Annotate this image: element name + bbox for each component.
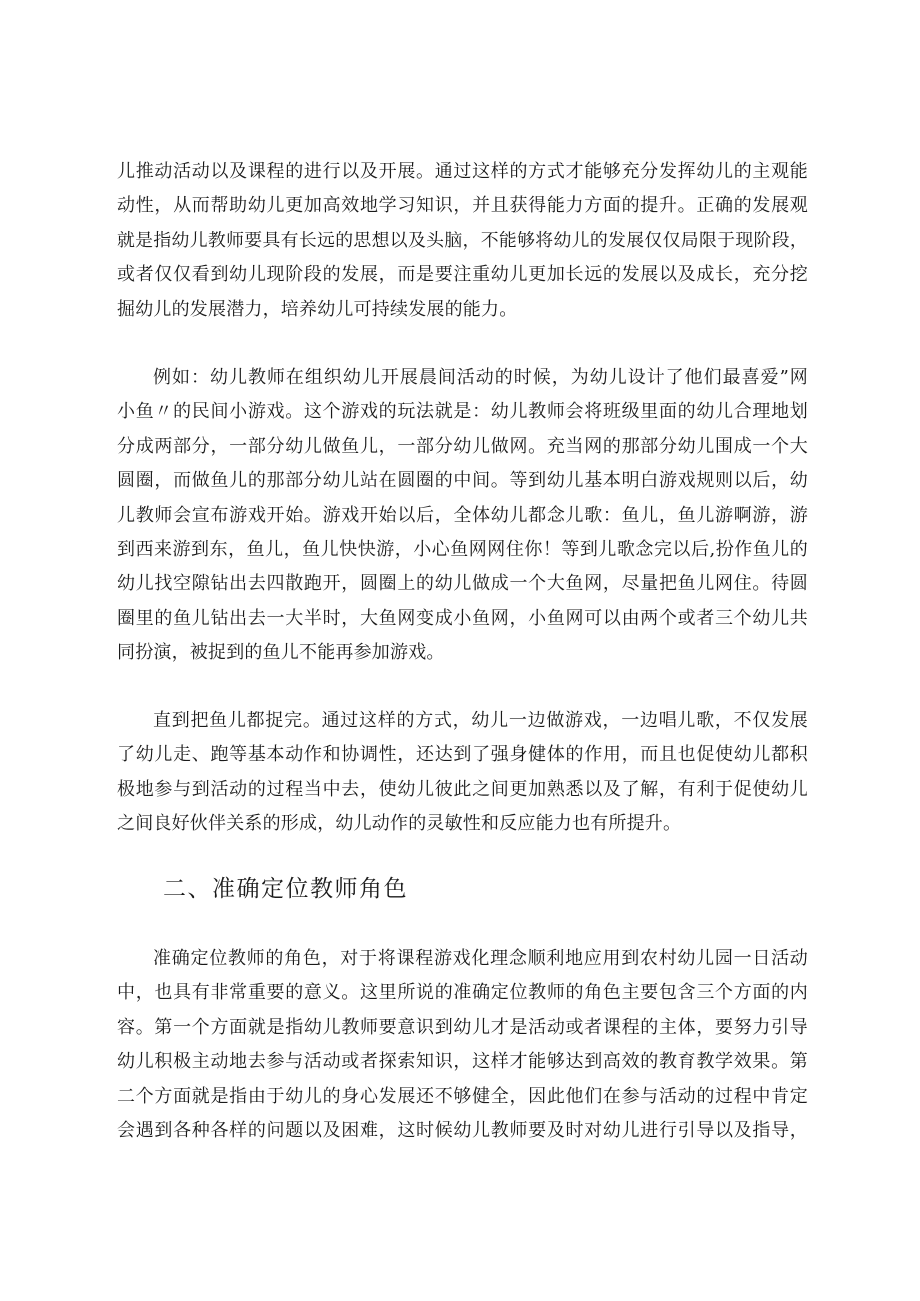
paragraph-3 xyxy=(117,704,808,842)
paragraph-line: 儿推动活动以及课程的进行以及开展。通过这样的方式才能够充分发挥幼儿的主观能 xyxy=(117,161,808,182)
paragraph-line: 容。第一个方面就是指幼儿教师要意识到幼儿才是活动或者课程的主体，要努力引导 xyxy=(117,1016,808,1038)
paragraph-line: 例如：幼儿教师在组织幼儿开展晨间活动的时候，为幼儿设计了他们最喜爱”网 xyxy=(153,367,808,388)
paragraph-line: 之间良好伙伴关系的形成，幼儿动作的灵敏性和反应能力也有所提升。 xyxy=(117,813,682,835)
paragraph-line: 幼儿积极主动地去参与活动或者探索知识，这样才能够达到高效的教育教学效果。第 xyxy=(117,1051,808,1073)
paragraph-4 xyxy=(117,942,808,1148)
paragraph-line: 小鱼〃的民间小游戏。这个游戏的玩法就是：幼儿教师会将班级里面的幼儿合理地划 xyxy=(117,401,808,423)
paragraph-line: 儿教师会宣布游戏开始。游戏开始以后，全体幼儿都念儿歌：鱼儿，鱼儿游啊游，游 xyxy=(117,504,808,526)
paragraph-1 xyxy=(117,155,808,327)
paragraph-line: 二个方面就是指由于幼儿的身心发展还不够健全，因此他们在参与活动的过程中肯定 xyxy=(117,1085,808,1107)
paragraph-line: 幼儿找空隙钻出去四散跑开，圆圈上的幼儿做成一个大鱼网，尽量把鱼儿网住。待圆 xyxy=(117,573,808,595)
paragraph-2 xyxy=(117,361,808,671)
paragraph-line: 分成两部分，一部分幼儿做鱼儿，一部分幼儿做网。充当网的那部分幼儿围成一个大 xyxy=(117,435,808,457)
paragraph-line: 掘幼儿的发展潜力，培养幼儿可持续发展的能力。 xyxy=(117,298,518,320)
section-heading: 二、准确定位教师角色 xyxy=(163,876,408,902)
paragraph-line: 极地参与到活动的过程当中去，使幼儿彼此之间更加熟悉以及了解，有利于促使幼儿 xyxy=(117,778,808,800)
paragraph-line: 直到把鱼儿都捉完。通过这样的方式，幼儿一边做游戏，一边唱儿歌，不仅发展 xyxy=(153,710,808,731)
paragraph-line: 会遇到各种各样的问题以及困难，这时候幼儿教师要及时对幼儿进行引导以及指导， xyxy=(117,1120,808,1142)
paragraph-line: 了幼儿走、跑等基本动作和协调性，还达到了强身健体的作用，而且也促使幼儿都积 xyxy=(117,744,808,766)
paragraph-line: 同扮演，被捉到的鱼儿不能再参加游戏。 xyxy=(117,642,445,664)
paragraph-line: 动性，从而帮助幼儿更加高效地学习知识，并且获得能力方面的提升。正确的发展观 xyxy=(117,195,808,217)
paragraph-line: 到西来游到东，鱼儿，鱼儿快快游，小心鱼网网住你！等到儿歌念完以后,扮作鱼儿的 xyxy=(117,539,808,561)
paragraph-line: 圈里的鱼儿钻出去一大半时，大鱼网变成小鱼网，小鱼网可以由两个或者三个幼儿共 xyxy=(117,607,808,629)
paragraph-line: 或者仅仅看到幼儿现阶段的发展，而是要注重幼儿更加长远的发展以及成长，充分挖 xyxy=(117,264,808,286)
paragraph-line: 圆圈，而做鱼儿的那部分幼儿站在圆圈的中间。等到幼儿基本明白游戏规则以后，幼 xyxy=(117,470,808,492)
paragraph-line: 就是指幼儿教师要具有长远的思想以及头脑，不能够将幼儿的发展仅仅局限于现阶段， xyxy=(117,229,808,251)
paragraph-line: 准确定位教师的角色，对于将课程游戏化理念顺利地应用到农村幼儿园一日活动 xyxy=(153,948,808,969)
paragraph-line: 中，也具有非常重要的意义。这里所说的准确定位教师的角色主要包含三个方面的内 xyxy=(117,982,808,1004)
